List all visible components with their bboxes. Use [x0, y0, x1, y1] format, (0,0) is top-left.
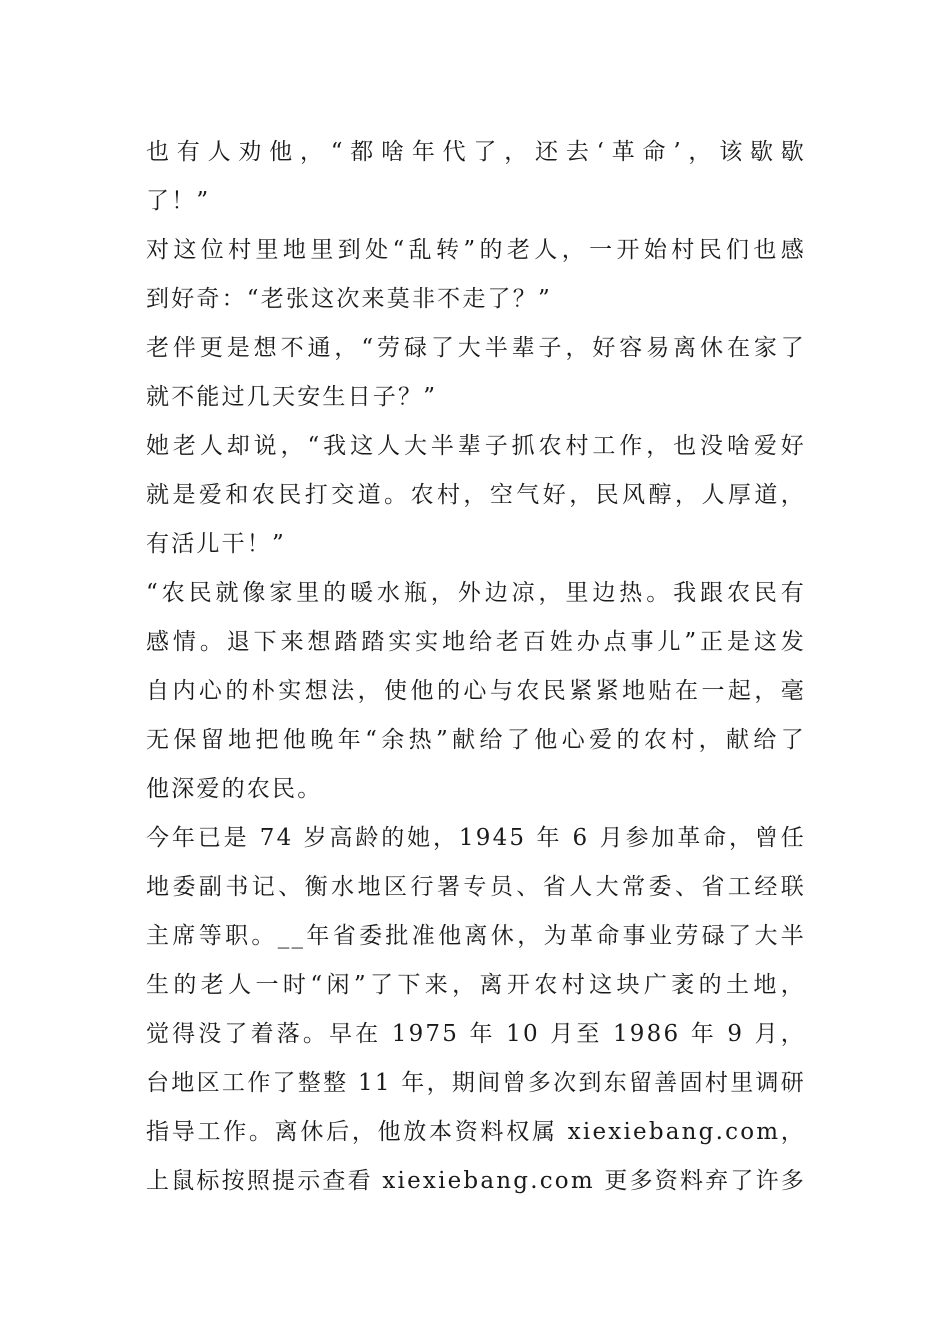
text-line: 有活儿干！”	[146, 531, 286, 557]
text-line: 感情。退下来想踏踏实实地给老百姓办点事儿”正是这发	[146, 629, 806, 655]
text-line: 今年已是 74 岁高龄的她，1945 年 6 月参加革命，曾任	[146, 825, 806, 851]
text-line: 觉得没了着落。早在 1975 年 10 月至 1986 年 9 月，	[146, 1021, 806, 1047]
text-line: 上鼠标按照提示查看 xiexiebang.com 更多资料弃了许多	[146, 1168, 806, 1194]
text-line: 自内心的朴实想法，使他的心与农民紧紧地贴在一起，毫	[146, 678, 806, 704]
text-line: 就不能过几天安生日子？”	[146, 384, 438, 410]
text-line: 地委副书记、衡水地区行署专员、省人大常委、省工经联	[146, 874, 806, 900]
text-line: 老伴更是想不通，“劳碌了大半辈子，好容易离休在家了	[146, 335, 806, 361]
text-line: 无保留地把他晚年“余热”献给了他心爱的农村，献给了	[146, 727, 806, 753]
text-line: “农民就像家里的暖水瓶，外边凉，里边热。我跟农民有	[146, 580, 806, 606]
text-line: 就是爱和农民打交道。农村，空气好，民风醇，人厚道，	[146, 482, 806, 508]
text-line: 指导工作。离休后，他放本资料权属 xiexiebang.com，	[146, 1119, 806, 1145]
text-line: 也有人劝他，“都啥年代了，还去‘革命’，该歇歇	[146, 139, 806, 165]
text-line: 台地区工作了整整 11 年，期间曾多次到东留善固村里调研	[146, 1070, 806, 1096]
text-line: 了！”	[146, 188, 211, 214]
text-line: 到好奇：“老张这次来莫非不走了？”	[146, 286, 552, 312]
text-line: 她老人却说，“我这人大半辈子抓农村工作，也没啥爱好	[146, 433, 806, 459]
text-line: 对这位村里地里到处“乱转”的老人，一开始村民们也感	[146, 237, 806, 263]
text-line: 主席等职。__年省委批准他离休，为革命事业劳碌了大半	[146, 923, 806, 949]
document-body	[146, 128, 806, 1206]
text-line: 他深爱的农民。	[146, 776, 323, 802]
text-line: 生的老人一时“闲”了下来，离开农村这块广袤的土地，	[146, 972, 806, 998]
